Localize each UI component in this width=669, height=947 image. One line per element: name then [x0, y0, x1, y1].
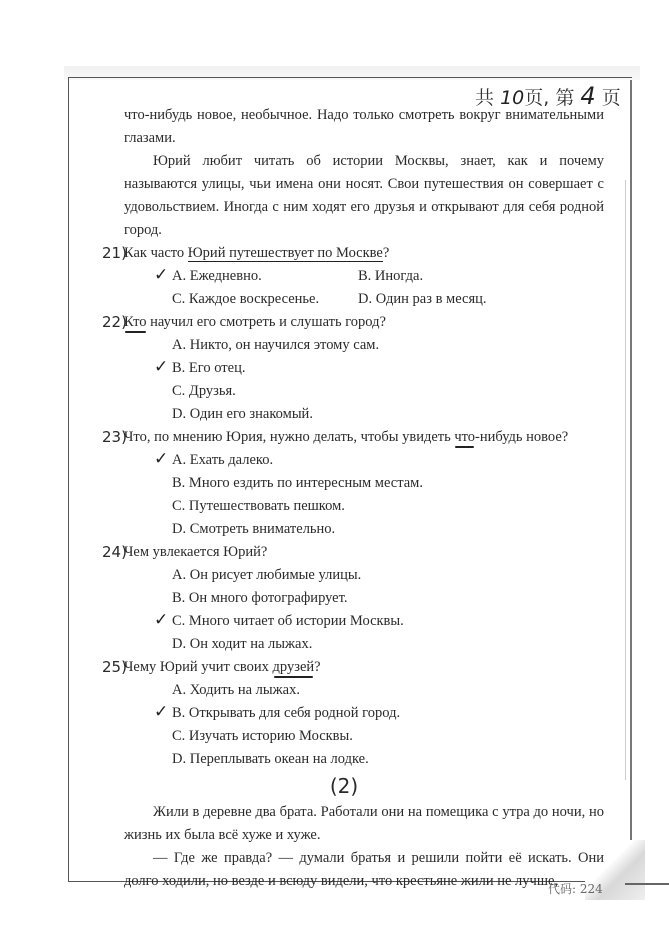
question-22	[102, 311, 604, 334]
option-d[interactable]: D. Смотреть внимательно.	[172, 521, 336, 537]
option-d[interactable]: D. Один раз в месяц.	[358, 291, 487, 307]
check-mark-icon: ✓	[154, 265, 169, 285]
page-total-suffix: 页,	[524, 87, 550, 109]
passage-continuation: что-нибудь новое, необычное. Надо только смотреть вокруг внимательными глазами.	[124, 107, 604, 146]
code-value: 224	[579, 882, 603, 896]
page-current-handwritten: 4	[580, 82, 596, 110]
options-25	[154, 679, 604, 771]
check-mark-icon: ✓	[154, 449, 169, 469]
option-a[interactable]: ✓ A. Ехать далеко.	[154, 449, 274, 469]
question-number: 25)	[102, 658, 127, 676]
check-mark-icon: ✓	[154, 702, 169, 722]
footer-code	[548, 880, 603, 897]
option-a[interactable]: A. Ходить на лыжах.	[172, 682, 300, 698]
options-22	[154, 334, 604, 426]
handwritten-mark: что	[454, 429, 476, 445]
handwritten-mark: Кто	[124, 314, 147, 330]
question-21	[102, 242, 604, 265]
question-number: 22)	[102, 313, 127, 331]
page-current-prefix: 第	[555, 87, 575, 109]
option-b[interactable]: B. Он много фотографирует.	[172, 590, 348, 606]
options-21	[154, 265, 604, 311]
passage-paragraph: Юрий любит читать об истории Москвы, знает, как и почему называются улицы, чьи имена они носят. Свои путешествия он совершает с удовольствием. Иногда с ним ходят его друзья и открывают для себя родной город.	[124, 153, 604, 238]
option-b[interactable]: ✓ B. Открывать для себя родной город.	[154, 702, 401, 722]
option-c[interactable]: C. Изучать историю Москвы.	[172, 728, 353, 744]
section-2-paragraph-2: — Где же правда? — думали братья и решили пойти её искать. Они долго ходили, но везде и всюду видели, что крестьяне жили не лучше,	[124, 850, 604, 889]
handwritten-mark: друзей	[272, 659, 315, 675]
page-total-prefix: 共	[475, 87, 495, 109]
question-text: Как часто Юрий путешествует по Москве?	[124, 245, 390, 261]
options-23	[154, 449, 604, 541]
question-25	[102, 656, 604, 679]
handwritten-underline: Юрий путешествует по Москве	[187, 245, 383, 261]
question-24	[102, 541, 604, 564]
check-mark-icon: ✓	[154, 610, 169, 630]
option-c[interactable]: ✓ C. Много читает об истории Москвы.	[154, 610, 404, 630]
question-text: Что, по мнению Юрия, нужно делать, чтобы увидеть что-нибудь новое?	[124, 429, 569, 445]
option-b[interactable]: B. Иногда.	[358, 268, 424, 284]
option-d[interactable]: D. Один его знакомый.	[172, 406, 313, 422]
option-c[interactable]: C. Друзья.	[172, 383, 236, 399]
section-2-label: (2)	[329, 774, 359, 798]
page-curl-edge	[625, 883, 669, 885]
option-c[interactable]: C. Путешествовать пешком.	[172, 498, 345, 514]
option-c[interactable]: C. Каждое воскресенье.	[172, 291, 320, 307]
option-d[interactable]: D. Он ходит на лыжах.	[172, 636, 313, 652]
page-total-handwritten: 10	[500, 87, 525, 109]
options-24	[154, 564, 604, 656]
question-number: 21)	[102, 244, 127, 262]
option-a[interactable]: A. Он рисует любимые улицы.	[172, 567, 362, 583]
question-text: Чем увлекается Юрий?	[124, 544, 268, 560]
question-number: 23)	[102, 428, 127, 446]
section-2-paragraph-1: Жили в деревне два брата. Работали они на помещика с утра до ночи, но жизнь их была всё хуже и хуже.	[124, 804, 604, 843]
check-mark-icon: ✓	[154, 357, 169, 377]
option-b[interactable]: ✓ B. Его отец.	[154, 357, 246, 377]
page-fold-line	[625, 180, 626, 780]
page-current-suffix: 页	[601, 87, 621, 109]
question-text: Кто научил его смотреть и слушать город?	[124, 314, 386, 330]
page-right-edge	[630, 80, 632, 860]
question-text: Чему Юрий учит своих друзей?	[124, 659, 321, 675]
exam-content	[102, 104, 604, 893]
code-label: 代码:	[548, 882, 577, 896]
option-a[interactable]: A. Никто, он научился этому сам.	[172, 337, 380, 353]
option-a[interactable]: ✓ A. Ежедневно.	[154, 265, 262, 285]
question-23	[102, 426, 604, 449]
option-d[interactable]: D. Переплывать океан на лодке.	[172, 751, 369, 767]
option-b[interactable]: B. Много ездить по интересным местам.	[172, 475, 423, 491]
question-number: 24)	[102, 543, 127, 561]
